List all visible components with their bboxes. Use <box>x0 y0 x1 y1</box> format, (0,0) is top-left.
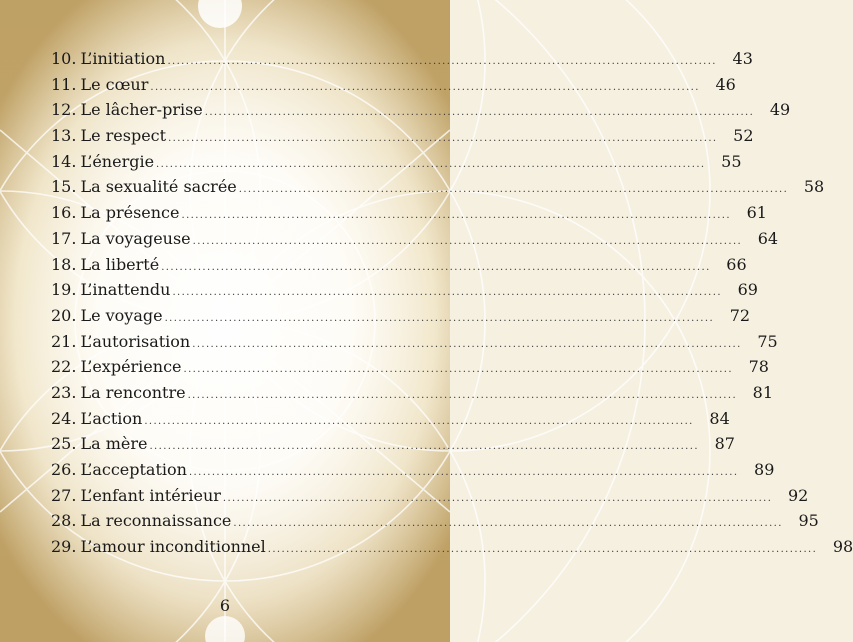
toc-entry[interactable] <box>51 177 825 203</box>
toc-entry[interactable] <box>51 460 775 486</box>
toc-entry-page: 66 <box>726 254 747 274</box>
toc-entry[interactable] <box>51 408 730 435</box>
toc-entry-page: 46 <box>715 74 736 94</box>
dot-leader: ........................................................................................................................ <box>192 338 742 350</box>
toc-entry[interactable] <box>51 511 819 537</box>
dot-leader: ........................................................................................................................ <box>149 441 699 453</box>
toc-entry-title: La présence <box>80 203 180 223</box>
dot-leader: ........................................................................................................................ <box>267 544 818 556</box>
toc-entry-number: 15. <box>51 177 77 197</box>
dot-leader: ........................................................................................................................ <box>150 81 700 93</box>
toc-entry[interactable] <box>51 537 853 563</box>
toc-entry-number: 21. <box>51 331 77 351</box>
dot-leader: ........................................................................................................................ <box>168 133 718 145</box>
toc-entry-number: 28. <box>51 511 77 531</box>
toc-entry-page: 69 <box>737 280 758 300</box>
toc-entry-page: 95 <box>798 511 819 531</box>
table-of-contents <box>51 49 853 563</box>
toc-entry-title: Le respect <box>80 126 167 146</box>
toc-entry-page: 84 <box>709 408 730 428</box>
toc-entry-title: L’inattendu <box>80 280 171 300</box>
toc-entry-page: 43 <box>732 49 753 68</box>
toc-entry-page: 58 <box>803 177 825 197</box>
toc-entry[interactable] <box>51 151 742 178</box>
toc-entry[interactable] <box>51 74 736 101</box>
page-number: 6 <box>219 596 231 615</box>
toc-entry-title: L’enfant intérieur <box>80 485 221 505</box>
toc-entry[interactable] <box>51 357 769 383</box>
toc-entry[interactable] <box>51 100 791 126</box>
toc-entry-title: Le voyage <box>80 305 163 325</box>
toc-entry-number: 29. <box>51 537 77 557</box>
dot-leader: ........................................................................................................................ <box>183 364 733 376</box>
toc-entry-number: 18. <box>51 254 77 274</box>
toc-entry-number: 22. <box>51 357 77 377</box>
toc-entry-page: 64 <box>757 228 779 248</box>
toc-entry-title: La voyageuse <box>80 228 191 248</box>
dot-leader: ........................................................................................................................ <box>222 492 773 504</box>
toc-entry[interactable] <box>51 331 778 358</box>
toc-entry-page: 72 <box>729 305 751 325</box>
toc-entry[interactable] <box>51 485 809 512</box>
toc-entry[interactable] <box>51 382 774 409</box>
toc-entry-title: La reconnaissance <box>80 511 232 531</box>
toc-entry-title: L’expérience <box>80 357 182 377</box>
toc-entry-title: L’autorisation <box>80 331 191 351</box>
dot-leader: ........................................................................................................................ <box>164 312 715 324</box>
toc-entry-title: L’amour inconditionnel <box>80 537 266 557</box>
toc-entry-number: 17. <box>51 228 77 248</box>
toc-entry-page: 92 <box>787 485 809 505</box>
toc-entry-number: 26. <box>51 460 77 479</box>
toc-entry-title: La rencontre <box>80 382 186 402</box>
toc-entry-number: 13. <box>51 126 77 146</box>
toc-entry-page: 61 <box>746 203 767 223</box>
dot-leader: ........................................................................................................................ <box>181 210 731 222</box>
toc-entry-title: La mère <box>80 434 148 454</box>
toc-entry-title: L’action <box>80 408 143 428</box>
toc-entry-number: 24. <box>51 408 77 428</box>
toc-entry-title: La liberté <box>80 254 160 274</box>
toc-entry[interactable] <box>51 49 753 75</box>
toc-entry-title: L’énergie <box>80 151 155 171</box>
toc-entry-page: 78 <box>748 357 769 377</box>
toc-entry-number: 14. <box>51 151 77 171</box>
toc-entry-title: L’initiation <box>80 49 166 68</box>
toc-entry-number: 11. <box>51 74 77 94</box>
toc-entry[interactable] <box>51 434 735 460</box>
toc-entry-title: Le cœur <box>80 74 149 94</box>
toc-entry[interactable] <box>51 305 751 332</box>
dot-leader: ........................................................................................................................ <box>187 389 738 401</box>
toc-entry-number: 19. <box>51 280 77 300</box>
toc-entry-number: 12. <box>51 100 77 120</box>
dot-leader: ........................................................................................................................ <box>172 287 722 299</box>
toc-entry[interactable] <box>51 203 767 229</box>
dot-leader: ........................................................................................................................ <box>156 158 706 170</box>
toc-entry-number: 10. <box>51 49 77 68</box>
toc-entry-page: 55 <box>721 151 742 171</box>
toc-entry-title: La sexualité sacrée <box>80 177 237 197</box>
dot-leader: ........................................................................................................................ <box>161 261 711 273</box>
toc-entry-page: 81 <box>752 382 774 402</box>
dot-leader: ........................................................................................................................ <box>238 184 789 196</box>
toc-entry-number: 23. <box>51 382 77 402</box>
toc-entry-page: 52 <box>733 126 754 146</box>
toc-entry-page: 75 <box>757 331 778 351</box>
toc-entry-number: 27. <box>51 485 77 505</box>
toc-entry-page: 89 <box>754 460 775 479</box>
toc-entry-title: Le lâcher-prise <box>80 100 203 120</box>
dot-leader: ........................................................................................................................ <box>144 415 694 427</box>
dot-leader: ........................................................................................................................ <box>188 467 739 478</box>
toc-entry[interactable] <box>51 126 754 152</box>
toc-entry-number: 20. <box>51 305 77 325</box>
toc-entry-page: 49 <box>769 100 791 120</box>
dot-leader: ........................................................................................................................ <box>233 518 783 530</box>
toc-entry-title: L’acceptation <box>80 460 187 479</box>
toc-entry[interactable] <box>51 254 747 281</box>
toc-entry[interactable] <box>51 280 758 306</box>
toc-entry-page: 98 <box>832 537 853 557</box>
toc-entry[interactable] <box>51 228 779 255</box>
dot-leader: ........................................................................................................................ <box>192 235 743 247</box>
toc-entry-number: 16. <box>51 203 77 223</box>
toc-entry-number: 25. <box>51 434 77 454</box>
dot-leader: ........................................................................................................................ <box>204 107 755 119</box>
dot-leader: ........................................................................................................................ <box>167 56 717 67</box>
toc-entry-page: 87 <box>714 434 735 454</box>
